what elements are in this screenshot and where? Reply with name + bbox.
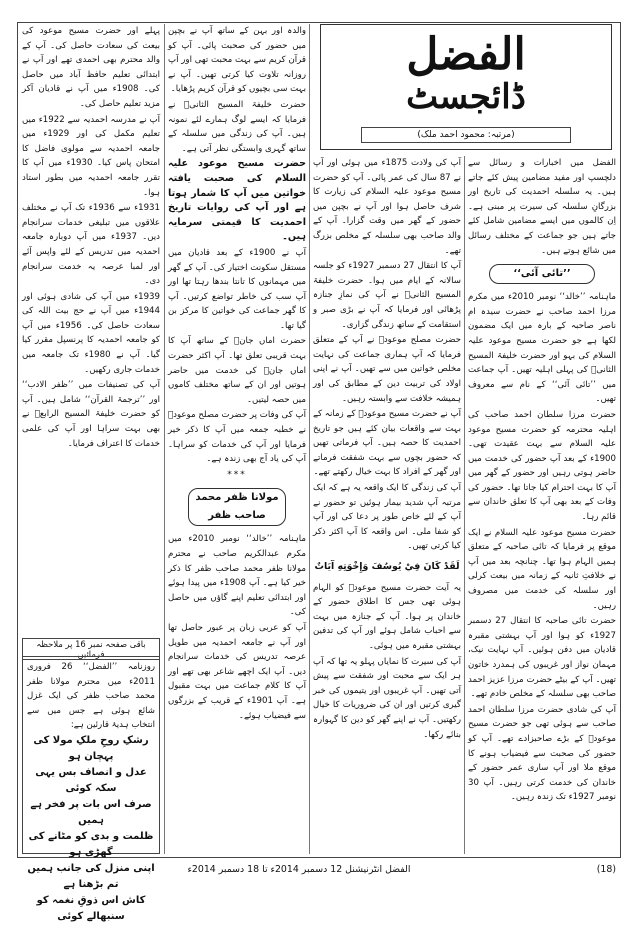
poem-line: ظلمت و بدی کو مٹانے کی گھڑی ہو bbox=[28, 830, 154, 858]
quote-heading: لَقَدْ كَانَ فِيْ يُوسُفَ وَإِخْوَتِهِ آيَاتٌ bbox=[314, 561, 460, 573]
paragraph: حضرت خلیفۃ المسیح الثانیؓ نے فرمایا کہ ایسے لوگ ہمارے لئے نمونہ ہیں۔ آپ کی زندگی میں سلسلہ کے ساتھ گہری وابستگی نظر آتی ہے۔ bbox=[168, 99, 306, 154]
column-a bbox=[22, 24, 160, 634]
paragraph: آپ کی ولادت 1875ء میں ہوئی اور آپ نے 87 سال کی عمر پائی۔ آپ کو حضرت مسیح موعود علیہ السلام کی زیارت کا شرف حاصل ہوا اور آپ نے بچپن میں حضور کے گھر میں وقت گزارا۔ آپ کے والد صاحب بھی سلسلہ کے مخلص بزرگ تھے۔ bbox=[313, 158, 461, 256]
poem-line: کاش اس ذوقِ نغمہ کو سنبھالے کوئی bbox=[36, 894, 146, 922]
paragraph: حضرت مرزا سلطان احمد صاحب کی اہلیہ محترمہ کو حضرت مسیح موعود علیہ السلام سے بہت عقیدت تھی۔ 1900ء کے بعد آپ حضور کی خدمت میں حاضر ہوتی رہیں اور حضور کے گھر میں آپ کا بہت احترام کیا جاتا تھا۔ حضور کی وفات کے بعد بھی آپ کا تعلق خاندان سے قائم رہا۔ bbox=[468, 409, 616, 523]
section-heading: مولانا ظفر محمد صاحب ظفر bbox=[188, 488, 287, 526]
paragraph: ماہنامہ ’’خالد‘‘ نومبر 2010ء میں مکرم مرزا احمد صاحب نے حضرت سیدہ ام ناصر صاحبہ کے بارہ میں ایک مضمون لکھا ہے جو حضرت مسیح موعود علیہ السلام کی بہو اور حضرت خلیفۃ المسیح الثانیؓ کی پہلی اہلیہ تھیں۔ آپ جماعت میں ’’تائی آئی‘‘ کے نام سے معروف تھیں۔ bbox=[468, 292, 617, 405]
page-number: (18) bbox=[596, 864, 616, 875]
paragraph: 1939ء میں آپ کی شادی ہوئی اور 1944ء میں آپ نے حج بیت اللہ کی سعادت حاصل کی۔ 1956ء میں آپ کو جامعہ احمدیہ کا پرنسپل مقرر کیا گیا۔ آپ نے 1980ء تک جامعہ میں خدمات جاری رکھیں۔ bbox=[22, 291, 160, 375]
column-d bbox=[468, 156, 616, 854]
paragraph: والدہ اور بہن کے ساتھ آپ نے بچپن میں حضور کی صحبت پائی۔ آپ کو قرآن کریم سے بہت محبت تھی اور آپ روزانہ تلاوت کیا کرتی تھیں۔ آپ نے بہت سی بچیوں کو قرآن کریم پڑھایا۔ bbox=[168, 26, 306, 95]
section-divider: *** bbox=[227, 469, 247, 480]
page-footer bbox=[22, 862, 616, 878]
paragraph: ماہنامہ ’’خالد‘‘ نومبر 2010ء میں مکرم عبدالکریم صاحب نے محترم مولانا ظفر محمد صاحب ظفر کا ذکر خیر کیا ہے۔ آپ 1908ء میں پیدا ہوئے اور ابتدائی تعلیم اپنے گاؤں میں حاصل کی۔ bbox=[168, 534, 307, 618]
masthead-editor: (مرتبہ: محمود احمد ملک) bbox=[361, 127, 571, 143]
masthead bbox=[320, 24, 612, 150]
paragraph: حضرت اماں جانؓ کے ساتھ آپ کا بہت قریبی تعلق تھا۔ آپ اکثر حضرت اماں جانؓ کی خدمت میں حاضر ہوتیں اور ان کے ساتھ مختلف کاموں میں حصہ لیتیں۔ bbox=[168, 336, 306, 405]
poem-line: اپنی منزل کی جانب ہمیں تم بڑھنا ہے bbox=[27, 862, 155, 890]
poem-intro: روزنامہ ’’الفضل‘‘ 26 فروری 2011ء میں محترم مولانا ظفر محمد صاحب ظفر کی ایک غزل شائع ہوئی ہے جس میں سے انتخاب ہدیۂ قارئین ہے: bbox=[27, 662, 156, 731]
column-rule bbox=[464, 156, 465, 854]
paragraph: آپ نے حضرت مسیح موعودؑ کے زمانہ کے بہت سے واقعات بیان کئے ہیں جو تاریخ احمدیت کا حصہ ہیں۔ آپ فرماتی تھیں کہ حضور بچوں سے بہت شفقت فرماتے اور گھر کے افراد کا بہت خیال رکھتے تھے۔ bbox=[313, 409, 461, 478]
column-rule bbox=[309, 24, 310, 854]
paragraph: آپ کی تصنیفات میں ’’ظفر الادب‘‘ اور ’’ترجمۃ القرآن‘‘ شامل ہیں۔ آپ کو حضرت خلیفۃ المسیح الرابعؒ نے بھی بہت سراہا اور آپ کی علمی خدمات کا اعتراف فرمایا۔ bbox=[22, 380, 160, 449]
paragraph: آپ نے 1900ء کے بعد قادیان میں مستقل سکونت اختیار کی۔ آپ کے گھر میں مہمانوں کا تانتا بندھا رہتا تھا اور آپ سب کی خاطر تواضع کرتیں۔ آپ کا گھر جماعت کی خواتین کا مرکز بن گیا تھا۔ bbox=[168, 247, 306, 331]
paragraph: حضرت مصلح موعودؓ نے آپ کے متعلق فرمایا کہ آپ ہماری جماعت کی نہایت مخلص خواتین میں سے تھیں۔ آپ نے اپنی اولاد کی تربیت دین کے مطابق کی اور ہمیشہ خلافت سے وابستہ رہیں۔ bbox=[313, 335, 461, 404]
paragraph: حضرت تائی صاحبہ کا انتقال 27 دسمبر 1927ء کو ہوا اور آپ بہشتی مقبرہ قادیان میں دفن ہوئیں۔ آپ نہایت نیک، مہمان نواز اور غریبوں کی ہمدرد خاتون تھیں۔ آپ کے بیٹے حضرت مرزا عزیز احمد صاحب بھی سلسلہ کے مخلص خادم تھے۔ bbox=[468, 616, 616, 700]
footer-dates: الفضل انٹرنیشنل 12 دسمبر 2014ء تا 18 دسمبر 2014ء bbox=[187, 864, 411, 875]
poem-line: صرف اس بات پر فخر ہے ہمیں bbox=[30, 798, 152, 826]
paragraph: آپ کا انتقال 27 دسمبر 1927ء کو جلسہ سالانہ کے ایام میں ہوا۔ حضرت خلیفۃ المسیح الثانیؓ نے آپ کی نمازِ جنازہ پڑھائی اور فرمایا کہ آپ نے بڑی صبر و استقامت کے ساتھ زندگی گزاری۔ bbox=[313, 261, 461, 330]
bold-paragraph: حضرت مسیح موعود علیہ السلام کی صحبت یافتہ خواتین میں آپ کا شمار ہوتا ہے اور آپ کی روایات تاریخ احمدیت کا قیمتی سرمایہ ہیں۔ bbox=[168, 158, 306, 243]
masthead-title: الفضل bbox=[406, 29, 526, 80]
poem-box bbox=[22, 656, 160, 922]
poem-line: رشکِ روحِ ملکِ مولا کی پہچان ہو bbox=[33, 734, 149, 762]
paragraph: آپ کی شادی حضرت مرزا سلطان احمد صاحب سے ہوئی تھی جو حضرت مسیح موعودؑ کے بڑے صاحبزادے تھے۔ آپ کو حضور کی صحبت سے فیضیاب ہونے کا موقع ملا اور آپ ساری عمر حضور کے خاندان کی خدمت کرتی رہیں۔ آپ 30 نومبر 1927ء تک زندہ رہیں۔ bbox=[468, 704, 616, 803]
paragraph: 1931ء سے 1936ء تک آپ نے مختلف علاقوں میں تبلیغی خدمات سرانجام دیں۔ 1937ء میں آپ دوبارہ جامعہ احمدیہ میں تدریس کے لئے واپس آئے اور لمبا عرصہ یہ خدمت سرانجام دی۔ bbox=[22, 203, 160, 287]
column-b bbox=[168, 24, 306, 854]
paragraph: یہ آیت حضرت مسیح موعودؑ کو الہام ہوئی تھی جس کا اطلاق حضور کے خاندان پر ہوا۔ آپ کے جنازہ میں بہت سے احباب شامل ہوئے اور آپ کی تدفین بہشتی مقبرہ میں ہوئی۔ bbox=[313, 582, 461, 651]
paragraph: پہلے اور حضرت مسیح موعود کی بیعت کی سعادت حاصل کی۔ آپ کے والد محترم بھی احمدی تھے اور آپ نے ابتدائی تعلیم حافظ آباد میں حاصل کی۔ 1908ء میں آپ نے قادیان آکر مزید تعلیم حاصل کی۔ bbox=[22, 26, 160, 109]
paragraph: آپ کی وفات پر حضرت مصلح موعودؓ نے خطبہ جمعہ میں آپ کا ذکر خیر فرمایا اور آپ کی خدمات کو سراہا۔ آپ کی یاد آج بھی زندہ ہے۔ bbox=[168, 410, 306, 465]
poem-line: عدل و انصاف بس یہی سکہ کوئی bbox=[35, 766, 147, 794]
paragraph: آپ کی زندگی کا ایک واقعہ یہ ہے کہ ایک مرتبہ آپ شدید بیمار ہوئیں تو حضور نے آپ کے لئے خاص طور پر دعا کی اور آپ کو شفا ملی۔ اس واقعہ کا آپ اکثر ذکر کیا کرتی تھیں۔ bbox=[313, 483, 461, 552]
masthead-subtitle: ڈائجسٹ bbox=[406, 77, 526, 117]
paragraph: آپ کی سیرت کا نمایاں پہلو یہ تھا کہ آپ ہر ایک سے محبت اور شفقت سے پیش آتی تھیں۔ آپ غریبوں اور یتیموں کی خبر گیری کرتیں اور ان کی ضروریات کا خیال رکھتیں۔ آپ نے اپنے گھر کو دین کا گہوارہ بنائے رکھا۔ bbox=[313, 656, 461, 740]
paragraph: آپ نے مدرسہ احمدیہ سے 1922ء میں تعلیم مکمل کی اور 1929ء میں جامعہ احمدیہ سے مولوی فاضل کا امتحان پاس کیا۔ 1930ء میں آپ کا تقرر جامعہ احمدیہ میں بطور استاد ہوا۔ bbox=[22, 114, 160, 198]
column-rule bbox=[164, 24, 165, 854]
intro-paragraph: الفضل میں اخبارات و رسائل سے دلچسپ اور مفید مضامین پیش کئے جاتے ہیں۔ یہ سلسلہ احمدیت کی تاریخ اور بزرگانِ سلسلہ کی سیرت پر مبنی ہے۔ اِن کالموں میں ایسے مضامین شامل کئے جاتے ہیں جو جماعت کے مختلف رسائل میں شائع ہوتے ہیں۔ bbox=[468, 158, 616, 256]
column-c bbox=[313, 156, 461, 854]
paragraph: حضرت مسیح موعود علیہ السلام نے ایک موقع پر فرمایا کہ تائی صاحبہ کے متعلق ہمیں الہام ہوا تھا۔ چنانچہ بعد میں آپ نے خلافتِ ثانیہ کے زمانہ میں بیعت کرلی اور سلسلہ کی خدمت میں مصروف رہیں۔ bbox=[468, 527, 616, 611]
article-heading: ’’تائی آئی‘‘ bbox=[489, 264, 595, 284]
paragraph: آپ کو عربی زبان پر عبور حاصل تھا اور آپ نے جامعہ احمدیہ میں طویل عرصہ تدریس کی خدمات سرانجام دیں۔ آپ ایک اچھے شاعر بھی تھے اور آپ کا کلام جماعت میں بہت مقبول ہے۔ آپ 1901ء کے قریب کے بزرگوں سے فیضیاب ہوئے۔ bbox=[168, 622, 306, 721]
continued-note: باقی صفحہ نمبر 16 پر ملاحظہ فرمائیں bbox=[22, 638, 160, 660]
